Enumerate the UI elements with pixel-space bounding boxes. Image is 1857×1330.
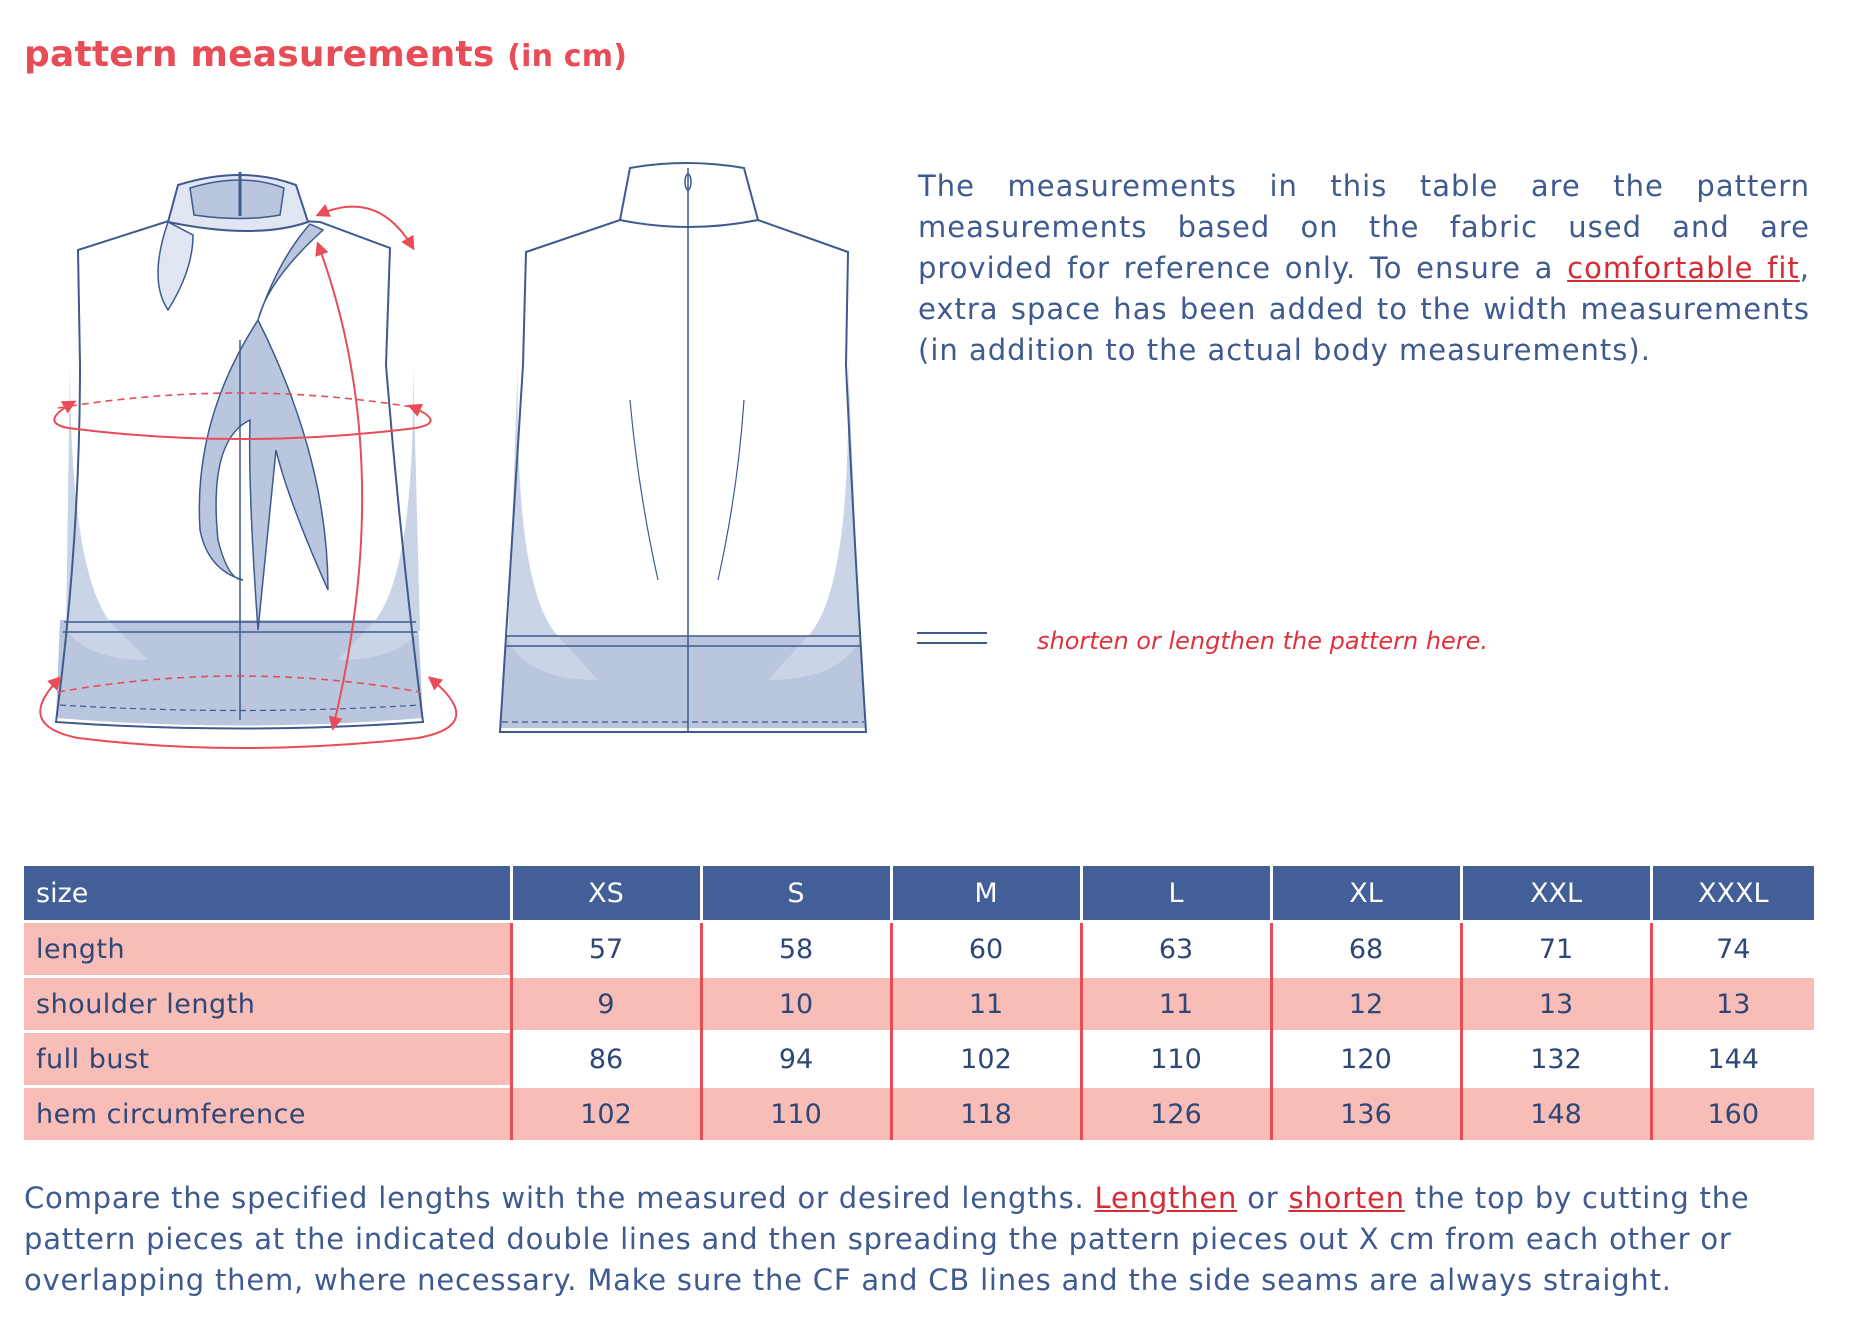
intro-text-2: , extra space has been added to the width measurements (in addition to the actual body measurements). <box>918 251 1810 367</box>
header-size: XL <box>1271 866 1461 922</box>
table-cell: 148 <box>1461 1087 1651 1141</box>
table-cell: 94 <box>701 1032 891 1087</box>
row-label: hem circumference <box>24 1087 511 1141</box>
comfortable-fit-link[interactable]: comfortable fit <box>1567 251 1800 285</box>
title-unit: (in cm) <box>507 39 628 74</box>
intro-paragraph <box>918 166 1810 371</box>
header-size: S <box>701 866 891 922</box>
double-line-icon <box>915 625 989 655</box>
footer-text-1: Compare the specified lengths with the measured or desired lengths. <box>24 1181 1095 1215</box>
table-cell: 136 <box>1271 1087 1461 1141</box>
front-side-shade-left <box>66 360 148 660</box>
lengthen-link[interactable]: Lengthen <box>1094 1181 1238 1215</box>
table-row <box>24 977 1814 1032</box>
table-row <box>24 1032 1814 1087</box>
shorten-link[interactable]: shorten <box>1288 1181 1405 1215</box>
table-cell: 126 <box>1081 1087 1271 1141</box>
header-size: XXL <box>1461 866 1651 922</box>
row-label: shoulder length <box>24 977 511 1032</box>
table-row <box>24 922 1814 977</box>
legend-text: shorten or lengthen the pattern here. <box>1037 627 1489 655</box>
header-size: M <box>891 866 1081 922</box>
back-side-shade-left <box>508 360 598 680</box>
header-size: L <box>1081 866 1271 922</box>
front-collar-inner <box>190 180 284 219</box>
table-header-row <box>24 866 1814 922</box>
measurement-table <box>24 866 1814 1140</box>
front-drape <box>158 222 193 310</box>
table-cell: 102 <box>891 1032 1081 1087</box>
table-cell: 63 <box>1081 922 1271 977</box>
table-cell: 110 <box>1081 1032 1271 1087</box>
row-label: length <box>24 922 511 977</box>
table-cell: 60 <box>891 922 1081 977</box>
table-cell: 10 <box>701 977 891 1032</box>
table-cell: 13 <box>1651 977 1814 1032</box>
table-cell: 11 <box>891 977 1081 1032</box>
table-cell: 68 <box>1271 922 1461 977</box>
table-cell: 110 <box>701 1087 891 1141</box>
back-collar <box>620 163 758 227</box>
back-side-shade-right <box>768 360 860 680</box>
front-side-shade-right <box>338 360 420 660</box>
table-cell: 13 <box>1461 977 1651 1032</box>
footer-text-2: or <box>1237 1181 1289 1215</box>
header-size: XXXL <box>1651 866 1814 922</box>
table-cell: 74 <box>1651 922 1814 977</box>
title-text: pattern measurements <box>24 34 495 75</box>
table-cell: 120 <box>1271 1032 1461 1087</box>
intro-text-1: The measurements in this table are the pattern measurements based on the fabric used and are provided for reference only. To ensure a <box>918 169 1810 285</box>
page-title <box>24 34 627 75</box>
back-view <box>500 163 866 732</box>
header-size-label: size <box>24 866 511 922</box>
table-cell: 71 <box>1461 922 1651 977</box>
footer-paragraph <box>24 1178 1814 1301</box>
table-cell: 12 <box>1271 977 1461 1032</box>
table-cell: 58 <box>701 922 891 977</box>
table-cell: 102 <box>511 1087 701 1141</box>
table-cell: 11 <box>1081 977 1271 1032</box>
table-row <box>24 1087 1814 1141</box>
garment-illustration <box>18 160 878 760</box>
table-cell: 144 <box>1651 1032 1814 1087</box>
table-cell: 132 <box>1461 1032 1651 1087</box>
header-size: XS <box>511 866 701 922</box>
cut-line-legend <box>915 625 1857 665</box>
table-cell: 9 <box>511 977 701 1032</box>
footer-text-3: the top by cutting the pattern pieces at the indicated double lines and then spreading the pattern pieces out X cm from each other or overlapping them, where necessary. Make sure the CF and CB lines and the side seams are always straight. <box>24 1181 1750 1297</box>
table-cell: 118 <box>891 1087 1081 1141</box>
front-view <box>40 172 456 748</box>
front-drape-long <box>199 224 328 630</box>
row-label: full bust <box>24 1032 511 1087</box>
table-cell: 86 <box>511 1032 701 1087</box>
table-cell: 160 <box>1651 1087 1814 1141</box>
table-cell: 57 <box>511 922 701 977</box>
